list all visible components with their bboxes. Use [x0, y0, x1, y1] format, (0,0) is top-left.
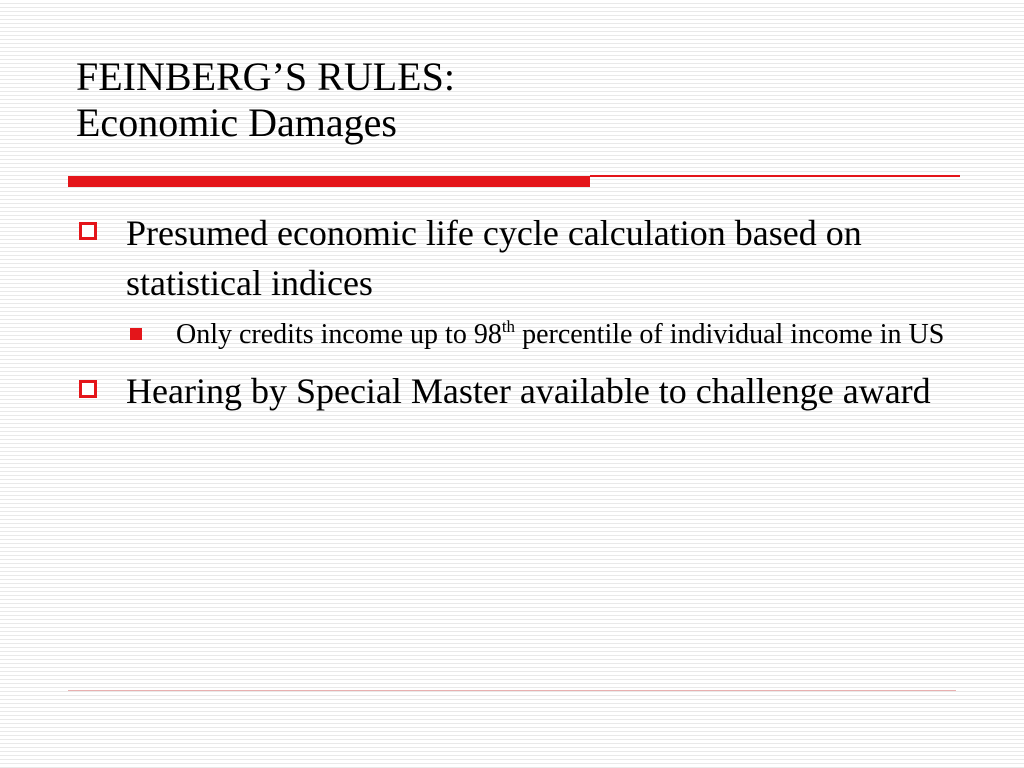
- hollow-square-icon: [79, 380, 97, 398]
- title-divider-thin: [590, 175, 960, 177]
- hollow-square-icon: [79, 222, 97, 240]
- slide-title: [76, 54, 936, 146]
- footer-divider: [68, 690, 956, 691]
- bullet-text: Hearing by Special Master available to challenge award: [126, 371, 931, 411]
- filled-square-icon: [130, 328, 142, 340]
- slide-title-line-2: Economic Damages: [76, 100, 397, 145]
- sub-bullet-text-after: percentile of individual income in US: [515, 319, 945, 350]
- sub-bullet-superscript: th: [501, 317, 516, 336]
- bullet-item: [76, 208, 956, 308]
- title-divider: [68, 173, 960, 189]
- slide-body: [76, 208, 956, 416]
- sub-bullet-text-before: Only credits income up to 98: [176, 319, 502, 350]
- slide-title-line-1: FEINBERG’S RULES:: [76, 54, 455, 99]
- sub-bullet-item: [76, 314, 956, 356]
- bullet-text: Presumed economic life cycle calculation based on statistical indices: [126, 213, 862, 303]
- title-divider-thick: [68, 176, 590, 187]
- bullet-item: [76, 366, 956, 416]
